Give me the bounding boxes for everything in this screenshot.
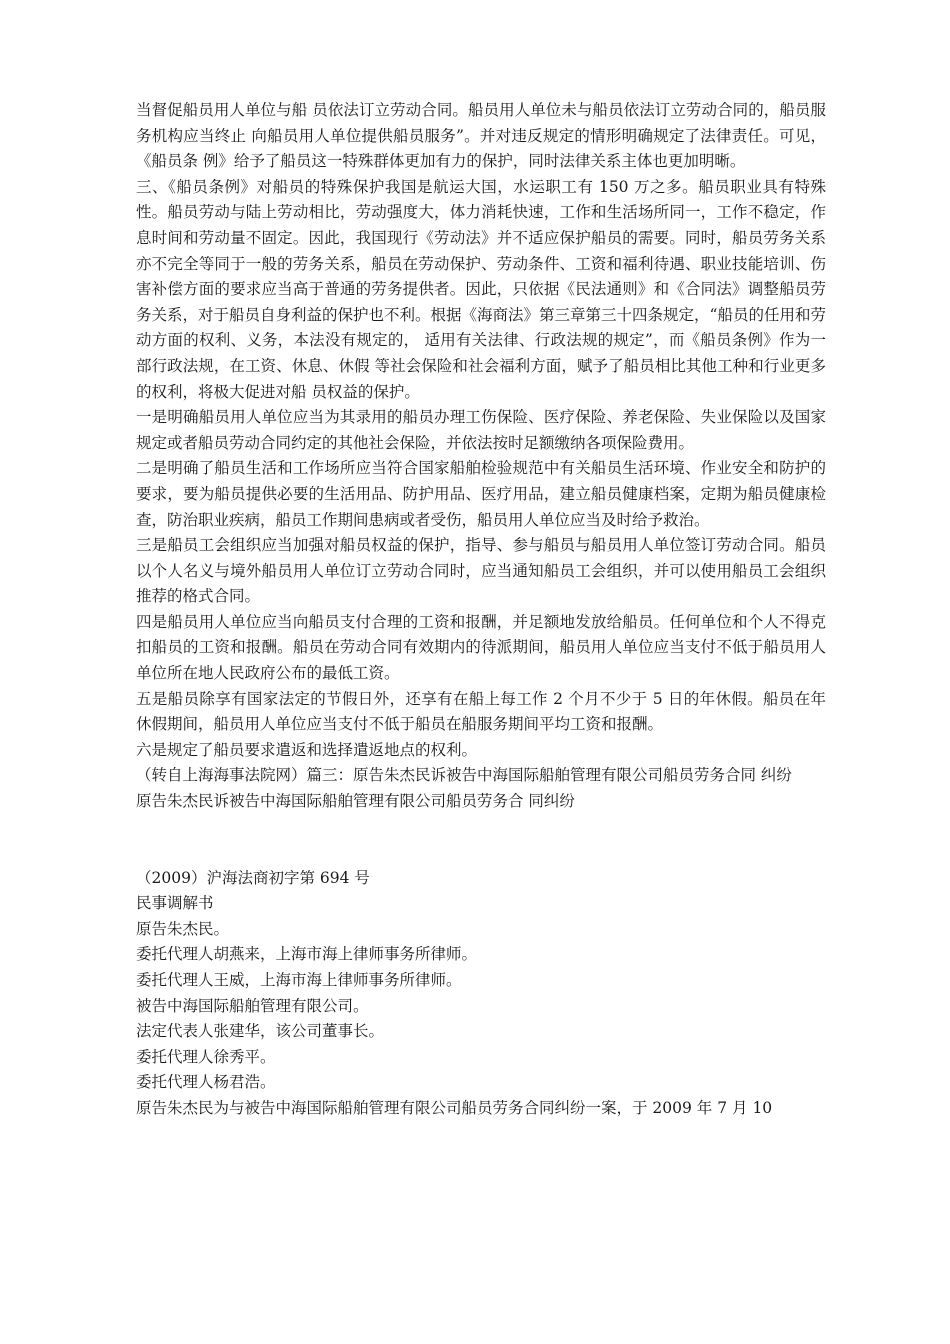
case-summary-line: 原告朱杰民为与被告中海国际船舶管理有限公司船员劳务合同纠纷一案，于 2009 年 7 月 10 <box>136 1098 773 1117</box>
case-number: （2009）沪海法商初字第 694 号 <box>136 868 370 887</box>
paragraph-labor-contract-supervision: 当督促船员用人单位与船 员依法订立劳动合同。船员用人单位未与船员依法订立劳动合同的，船员服务机构应当终止 向船员用人单位提供船员服务”。并对违反规定的情形明确规定了法律责任。可见，《船员条 例》给予了船员这一特殊群体更加有力的保护，同时法律关系主体也更加明晰。 <box>136 101 826 171</box>
defendant-agent-xu: 委托代理人徐秀平。 <box>136 1047 276 1066</box>
defendant-agent-yang: 委托代理人杨君浩。 <box>136 1073 276 1092</box>
legal-representative-line: 法定代表人张建华，该公司董事长。 <box>136 1022 385 1041</box>
defendant-line: 被告中海国际船舶管理有限公司。 <box>136 996 369 1015</box>
paragraph-item-three-trade-union: 三是船员工会组织应当加强对船员权益的保护，指导、参与船员与船员用人单位签订劳动合同。船员以个人名义与境外船员用人单位订立劳动合同时，应当通知船员工会组织，并可以使用船员工会组织推荐的格式合同。 <box>136 536 826 606</box>
paragraph-source-and-part-three-heading: （转自上海海事法院网）篇三：原告朱杰民诉被告中海国际船舶管理有限公司船员劳务合同 纠纷 <box>136 766 792 785</box>
paragraph-item-four-wages: 四是船员用人单位应当向船员支付合理的工资和报酬，并足额地发放给船员。任何单位和个人不得克扣船员的工资和报酬。船员在劳动合同有效期内的待派期间，船员用人单位应当支付不低于船员用人单位所在地人民政府公布的最低工资。 <box>136 612 826 683</box>
document-page <box>136 98 826 1122</box>
document-type-heading: 民事调解书 <box>136 894 214 913</box>
paragraph-item-six-repatriation: 六是规定了船员要求遣返和选择遣返地点的权利。 <box>136 740 478 759</box>
paragraph-item-two-work-environment: 二是明确了船员生活和工作场所应当符合国家船舶检验规范中有关船员生活环境、作业安全和防护的要求，要为船员提供必要的生活用品、防护用品、医疗用品，建立船员健康档案，定期为船员健康检查，防治职业疾病，船员工作期间患病或者受伤，船员用人单位应当及时给予救治。 <box>136 459 826 529</box>
plaintiff-agent-wang: 委托代理人王威，上海市海上律师事务所律师。 <box>136 971 462 989</box>
plaintiff-agent-hu: 委托代理人胡燕来，上海市海上律师事务所律师。 <box>136 945 478 964</box>
blank-space <box>136 815 826 866</box>
plaintiff-line: 原告朱杰民。 <box>136 919 230 938</box>
paragraph-section-three-special-protection: 三、《船员条例》对船员的特殊保护我国是航运大国，水运职工有 150 万之多。船员职业具有特殊性。船员劳动与陆上劳动相比，劳动强度大，体力消耗快速，工作和生活场所同一，工作不稳定，作息时间和劳动量不固定。因此，我国现行《劳动法》并不适应保护船员的需要。同时，船员劳务关系亦不完全等同于一般的劳务关系，船员在劳动保护、劳动条件、工资和福利待遇、职业技能培训、伤害补偿方面的要求应当高于普通的劳务提供者。因此，只依据《民法通则》和《合同法》调整船员劳务关系，对于船员自身利益的保护也不利。根据《海商法》第三章第三十四条规定，“船员的任用和劳动方面的权利、义务，本法没有规定的， 适用有关法律、行政法规的规定”，而《船员条例》作为一部行政法规，在工资、休息、休假 等社会保险和社会福利方面，赋予了船员相比其他工种和行业更多的权利，将极大促进对船 员权益的保护。 <box>136 177 826 401</box>
paragraph-case-title: 原告朱杰民诉被告中海国际船舶管理有限公司船员劳务合 同纠纷 <box>136 792 575 811</box>
paragraph-item-one-social-insurance: 一是明确船员用人单位应当为其录用的船员办理工伤保险、医疗保险、养老保险、失业保险以及国家规定或者船员劳动合同约定的其他社会保险，并依法按时足额缴纳各项保险费用。 <box>136 408 826 452</box>
paragraph-item-five-annual-leave: 五是船员除享有国家法定的节假日外，还享有在船上每工作 2 个月不少于 5 日的年休假。船员在年休假期间，船员用人单位应当支付不低于船员在船服务期间平均工资和报酬。 <box>136 689 826 734</box>
